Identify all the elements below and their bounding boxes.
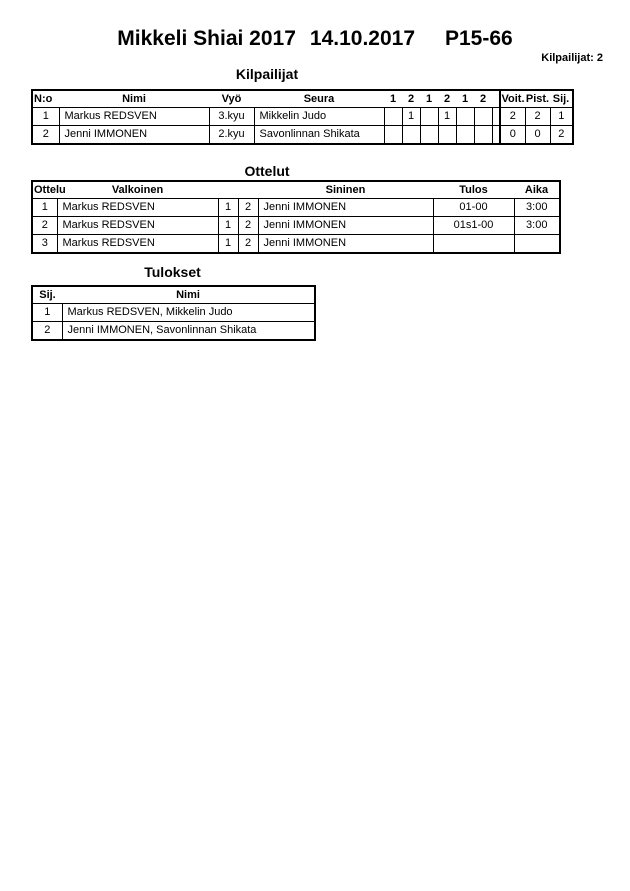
cell-name: Jenni IMMONEN: [59, 126, 209, 145]
cell-name: Jenni IMMONEN, Savonlinnan Shikata: [62, 322, 315, 341]
col-header-name: Nimi: [62, 286, 315, 304]
table-row: [32, 304, 315, 322]
table-row: [32, 217, 560, 235]
cell-club: Mikkelin Judo: [254, 108, 384, 126]
col-header-result: Tulos: [433, 181, 514, 199]
competitors-table: [31, 89, 574, 145]
cell-score: 1: [438, 108, 456, 126]
cell-score: [402, 126, 420, 145]
cell-score: [384, 126, 402, 145]
col-header-score-6: 2: [474, 90, 492, 108]
cell-score: [384, 108, 402, 126]
cell-white-name: Markus REDSVEN: [57, 235, 218, 254]
col-header-points: Pist.: [525, 90, 550, 108]
cell-score: 1: [402, 108, 420, 126]
col-header-time: Aika: [514, 181, 560, 199]
cell-blue-no: 2: [238, 235, 258, 254]
cell-result: 01-00: [433, 199, 514, 217]
title-category: P15-66: [445, 27, 513, 50]
col-header-score-2: 2: [402, 90, 420, 108]
results-header-row: [32, 286, 315, 304]
section-heading-ottelut: Ottelut: [244, 163, 290, 179]
cell-blue-no: 2: [238, 199, 258, 217]
page-title: [0, 27, 630, 51]
results-table: [31, 285, 316, 341]
cell-score: [456, 108, 474, 126]
cell-place: 1: [550, 108, 573, 126]
cell-result: 01s1-00: [433, 217, 514, 235]
cell-place: 2: [550, 126, 573, 145]
competitors-count: Kilpailijat: 2: [541, 52, 603, 64]
cell-spacer: [492, 108, 500, 126]
cell-blue-name: Jenni IMMONEN: [258, 199, 433, 217]
cell-points: 2: [525, 108, 550, 126]
cell-no: 1: [32, 108, 59, 126]
cell-score: [420, 126, 438, 145]
cell-score: [474, 108, 492, 126]
cell-score: [420, 108, 438, 126]
col-header-belt: Vyö: [209, 90, 254, 108]
col-header-score-5: 1: [456, 90, 474, 108]
table-row: [32, 322, 315, 341]
table-row: [32, 108, 573, 126]
cell-time: 3:00: [514, 199, 560, 217]
cell-place: 1: [32, 304, 62, 322]
cell-spacer: [492, 126, 500, 145]
cell-place: 2: [32, 322, 62, 341]
cell-white-no: 1: [218, 217, 238, 235]
matches-header-row: [32, 181, 560, 199]
table-row: [32, 235, 560, 254]
cell-blue-no: 2: [238, 217, 258, 235]
cell-no: 2: [32, 126, 59, 145]
cell-time: [514, 235, 560, 254]
table-row: [32, 199, 560, 217]
col-header-blue-no: [238, 181, 258, 199]
col-header-place: Sij.: [550, 90, 573, 108]
cell-club: Savonlinnan Shikata: [254, 126, 384, 145]
col-header-no: N:o: [32, 90, 59, 108]
cell-name: Markus REDSVEN, Mikkelin Judo: [62, 304, 315, 322]
cell-white-no: 1: [218, 199, 238, 217]
cell-score: [456, 126, 474, 145]
cell-white-name: Markus REDSVEN: [57, 199, 218, 217]
section-heading-kilpailijat: Kilpailijat: [235, 66, 299, 82]
col-header-score-1: 1: [384, 90, 402, 108]
cell-belt: 3.kyu: [209, 108, 254, 126]
matches-table: [31, 180, 561, 254]
col-header-white-no: [218, 181, 238, 199]
cell-blue-name: Jenni IMMONEN: [258, 217, 433, 235]
col-header-wins: Voit.: [500, 90, 525, 108]
col-header-place: Sij.: [32, 286, 62, 304]
cell-white-no: 1: [218, 235, 238, 254]
cell-points: 0: [525, 126, 550, 145]
title-date: 14.10.2017: [309, 27, 415, 50]
col-header-score-4: 2: [438, 90, 456, 108]
cell-match-no: 1: [32, 199, 57, 217]
cell-name: Markus REDSVEN: [59, 108, 209, 126]
competitors-header-row: [32, 90, 573, 108]
table-row: [32, 126, 573, 145]
col-header-name: Nimi: [59, 90, 209, 108]
title-event: Mikkeli Shiai 2017: [117, 27, 296, 50]
section-heading-tulokset: Tulokset: [144, 264, 201, 280]
cell-wins: 2: [500, 108, 525, 126]
col-header-match: Ottelu: [32, 181, 57, 199]
cell-time: 3:00: [514, 217, 560, 235]
col-header-score-3: 1: [420, 90, 438, 108]
cell-belt: 2.kyu: [209, 126, 254, 145]
cell-white-name: Markus REDSVEN: [57, 217, 218, 235]
cell-score: [474, 126, 492, 145]
cell-wins: 0: [500, 126, 525, 145]
cell-result: [433, 235, 514, 254]
cell-match-no: 3: [32, 235, 57, 254]
cell-blue-name: Jenni IMMONEN: [258, 235, 433, 254]
col-header-white: Valkoinen: [57, 181, 218, 199]
col-header-spacer: [492, 90, 500, 108]
col-header-club: Seura: [254, 90, 384, 108]
cell-score: [438, 126, 456, 145]
col-header-blue: Sininen: [258, 181, 433, 199]
cell-match-no: 2: [32, 217, 57, 235]
